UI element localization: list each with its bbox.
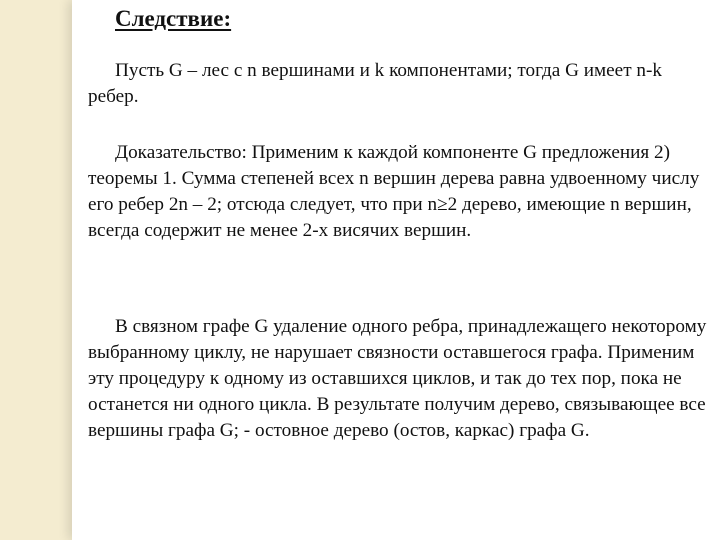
slide-title: Следствие: [115,6,232,31]
proof-paragraph: Доказательство: Применим к каждой компоненте G предложения 2) теоремы 1. Сумма степеней всех n вершин дерева равна удвоенному числу его ребер 2n – 2; отсюда следует, что при n≥2 дерево, имеющие n вершин, всегда содержит не менее 2-х висячих вершин. [88,142,700,241]
corollary-statement-paragraph: Пусть G – лес с n вершинами и k компонентами; тогда G имеет n-k ребер. [88,60,662,107]
left-decorative-band [0,0,72,540]
spanning-tree-paragraph: В связном графе G удаление одного ребра, принадлежащего некоторому выбранному циклу, не нарушает связности оставшегося графа. Применим эту процедуру к одному из оставшихся циклов, и так до тех пор, пока не останется ни одного цикла. В результате получим дерево, связывающее все вершины графа G; - остовное дерево (остов, каркас) графа G. [88,316,707,441]
